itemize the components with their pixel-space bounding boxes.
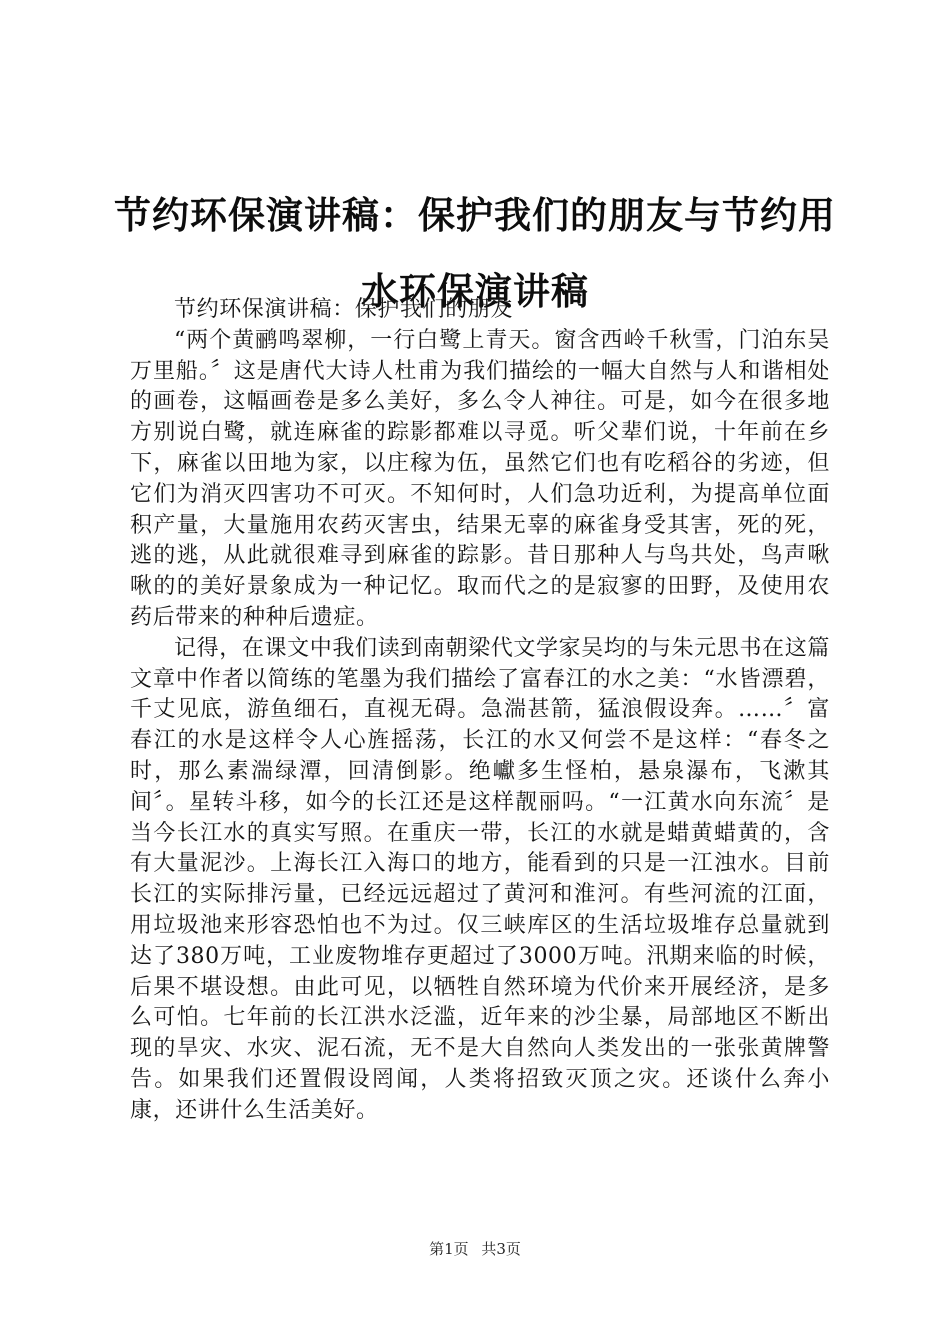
document-body [130,295,830,1127]
body-paragraph: “两个黄鹂鸣翠柳，一行白鹭上青天。窗含西岭千秋雪，门泊东吴万里船。〞这是唐代大诗人杜甫为我们描绘的一幅大自然与人和谐相处的画卷，这幅画卷是多么美好，多么令人神往。可是，如今在很多地方别说白鹭，就连麻雀的踪影都难以寻觅。听父辈们说，十年前在乡下，麻雀以田地为家，以庄稼为伍，虽然它们也有吃稻谷的劣迹，但它们为消灭四害功不可灭。不知何时，人们急功近利，为提高单位面积产量，大量施用农药灭害虫，结果无辜的麻雀身受其害，死的死，逃的逃，从此就很难寻到麻雀的踪影。昔日那种人与鸟共处，鸟声啾啾的的美好景象成为一种记忆。取而代之的是寂寥的田野，及使用农药后带来的种种后遗症。 [130,327,830,630]
page-total: 共3页 [481,1240,521,1258]
document-title: 节约环保演讲稿：保护我们的朋友与节约用水环保演讲稿 [114,194,836,313]
page-number: 第1页 [429,1240,469,1258]
page-footer [0,1238,950,1259]
body-paragraph: 记得，在课文中我们读到南朝梁代文学家吴均的与朱元思书在这篇文章中作者以简练的笔墨为我们描绘了富春江的水之美：“水皆漂碧，千丈见底，游鱼细石，直视无碍。急湍甚箭，猛浪假设奔。……〞富春江的水是这样令人心旌摇荡，长江的水又何尝不是这样：“春冬之时，那么素湍绿潭，回清倒影。绝巘多生怪柏，悬泉瀑布，飞漱其间〞。星转斗移，如今的长江还是这样靓丽吗。“一江黄水向东流〞是当今长江水的真实写照。在重庆一带，长江的水就是蜡黄蜡黄的，含有大量泥沙。上海长江入海口的地方，能看到的只是一江浊水。目前长江的实际排污量，已经远远超过了黄河和淮河。有些河流的江面，用垃圾池来形容恐怕也不为过。仅三峡库区的生活垃圾堆存总量就到达了380万吨，工业废物堆存更超过了3000万吨。汛期来临的时候，后果不堪设想。由此可见，以牺牲自然环境为代价来开展经济，是多么可怕。七年前的长江洪水泛滥，近年来的沙尘暴，局部地区不断出现的旱灾、水灾、泥石流，无不是大自然向人类发出的一张张黄牌警告。如果我们还置假设罔闻，人类将招致灭顶之灾。还谈什么奔小康，还讲什么生活美好。 [130,635,830,1123]
subtitle-paragraph: 节约环保演讲稿：保护我们的朋友 [174,297,514,322]
